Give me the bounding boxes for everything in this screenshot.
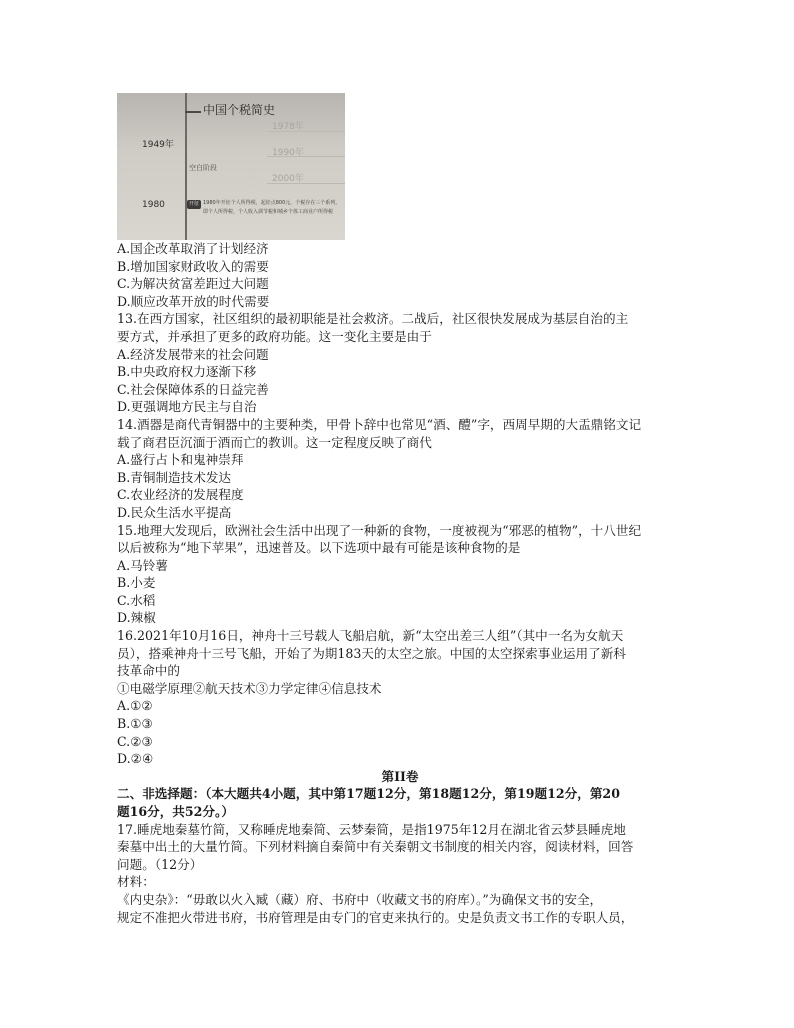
q13-stem: 要方式，并承担了更多的政府功能。这一变化主要是由于 bbox=[117, 328, 432, 344]
figure-year-1980: 1980 bbox=[142, 200, 165, 210]
q15-option-c: C.水稻 bbox=[117, 592, 156, 608]
q16-option-c: C.②③ bbox=[117, 733, 153, 749]
section-heading: 二、非选择题：（本大题共4小题，其中第17题12分，第18题12分，第19题12分，第20 bbox=[117, 786, 620, 802]
q14-option-a: A.盛行占卜和鬼神崇拜 bbox=[117, 452, 244, 468]
q16-stem: 员），搭乘神舟十三号飞船，开始了为期183天的太空之旅。中国的太空探索事业运用了新科 bbox=[117, 645, 626, 661]
q16-stem: 技革命中的 bbox=[117, 663, 180, 679]
q15-stem: 15.地理大发现后，欧洲社会生活中出现了一种新的食物，一度被视为“邪恶的植物”，十八世纪 bbox=[117, 522, 642, 538]
q12-option-d: D.顺应改革开放的时代需要 bbox=[117, 293, 270, 309]
figure-ghost-value: 2000年 bbox=[272, 174, 304, 184]
q17-material-label: 材料： bbox=[117, 874, 155, 890]
q17-material: 规定不准把火带进书府，书府管理是由专门的官吏来执行的。史是负责文书工作的专职人员， bbox=[117, 909, 634, 925]
q16-items: ①电磁学原理②航天技术③力学定律④信息技术 bbox=[117, 680, 382, 696]
q15-option-d: D.辣椒 bbox=[117, 610, 156, 626]
figure-title: 中国个税简史 bbox=[203, 103, 276, 117]
tax-history-photo bbox=[117, 93, 345, 240]
section-heading: 题16分，共52分。） bbox=[117, 804, 234, 819]
figure-blank-label: 空白阶段 bbox=[189, 164, 217, 172]
q12-option-c: C.为解决贫富差距过大问题 bbox=[117, 276, 269, 292]
q13-option-c: C.社会保障体系的日益完善 bbox=[117, 381, 269, 397]
q16-option-d: D.②④ bbox=[117, 751, 154, 767]
q12-option-a: A.国企改革取消了计划经济 bbox=[117, 241, 269, 256]
q15-option-a: A.马铃薯 bbox=[117, 557, 168, 573]
timeline-connector bbox=[185, 111, 201, 113]
q13-option-b: B.中央政府权力逐渐下移 bbox=[117, 364, 257, 380]
figure-tag: 开征 bbox=[188, 201, 199, 207]
exam-content bbox=[117, 240, 683, 926]
q14-stem: 载了商君臣沉湎于酒而亡的教训。这一定程度反映了商代 bbox=[117, 434, 432, 450]
q17-stem: 17.睡虎地秦墓竹简，又称睡虎地秦简、云梦秦简，是指1975年12月在湖北省云梦县睡虎地 bbox=[117, 821, 626, 837]
q17-stem: 问题。（12分） bbox=[117, 856, 203, 872]
figure-ghost-value: 1990年 bbox=[272, 148, 304, 158]
figure-description: 1980年开征个人所得税，起征点800元。个税存在三个系列，即个人所得税、个人收入调节税和城乡个体工商业户所得税 bbox=[203, 200, 341, 215]
section-title: 第II卷 bbox=[381, 768, 419, 784]
q15-stem: 以后被称为“地下苹果”，迅速普及。以下选项中最有可能是该种食物的是 bbox=[117, 540, 521, 556]
q17-stem: 秦墓中出土的大量竹简。下列材料摘自秦简中有关秦朝文书制度的相关内容，阅读材料，回答 bbox=[117, 839, 634, 855]
q12-option-b: B.增加国家财政收入的需要 bbox=[117, 258, 269, 274]
q16-option-a: A.①② bbox=[117, 698, 153, 714]
q14-option-c: C.农业经济的发展程度 bbox=[117, 487, 244, 503]
figure-ghost-value: 1978年 bbox=[272, 122, 304, 132]
timeline-line bbox=[185, 93, 187, 240]
q16-option-b: B.①③ bbox=[117, 716, 153, 732]
q14-stem: 14.酒器是商代青铜器中的主要种类，甲骨卜辞中也常见“酒、醴”字，西周早期的大盂鼎铭文记 bbox=[117, 416, 642, 432]
q15-option-b: B.小麦 bbox=[117, 575, 156, 591]
q16-stem: 16.2021年10月16日，神舟十三号载人飞船启航，新“太空出差三人组”（其中一名为女航天 bbox=[117, 628, 624, 644]
q13-option-a: A.经济发展带来的社会问题 bbox=[117, 346, 269, 362]
figure-year-1949: 1949年 bbox=[142, 140, 174, 150]
q14-option-d: D.民众生活水平提高 bbox=[117, 504, 232, 520]
q14-option-b: B.青铜制造技术发达 bbox=[117, 469, 232, 485]
q13-option-d: D.更强调地方民主与自治 bbox=[117, 399, 257, 415]
q13-stem: 13.在西方国家，社区组织的最初职能是社会救济。二战后，社区很快发展成为基层自治的主 bbox=[117, 311, 629, 327]
q17-material: 《内史杂》：“毋敢以火入臧（藏）府、书府中（收藏文书的府库）。”为确保文书的安全， bbox=[117, 891, 603, 907]
